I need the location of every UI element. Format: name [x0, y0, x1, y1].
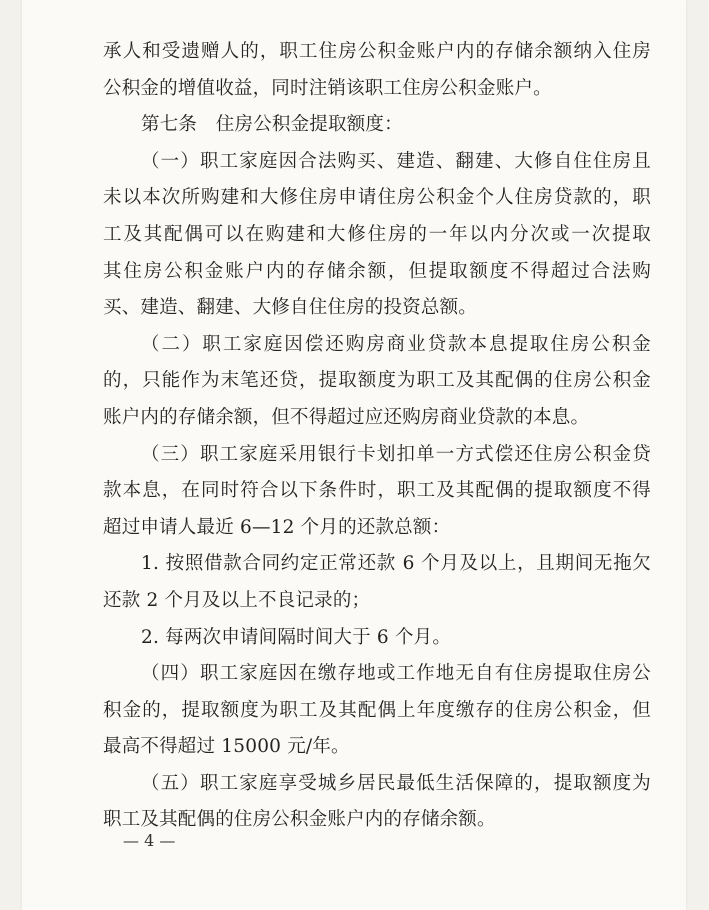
page-number: — 4 — [123, 831, 176, 850]
text-line-22: 职工及其配偶的住房公积金账户内的存储余额。 [103, 809, 496, 831]
text-line-2: 公积金的增值收益，同时注销该职工住房公积金账户。 [103, 77, 552, 99]
document-body [103, 34, 651, 839]
text-line-4: （一）职工家庭因合法购买、建造、翻建、大修自住住房且 [141, 150, 651, 172]
text-line-6: 工及其配偶可以在购建和大修住房的一年以内分次或一次提取 [103, 223, 651, 245]
text-line-17: 2. 每两次申请间隔时间大于 6 个月。 [141, 626, 452, 648]
text-line-18: （四）职工家庭因在缴存地或工作地无自有住房提取住房公 [141, 663, 651, 685]
text-line-12: （三）职工家庭采用银行卡划扣单一方式偿还住房公积金贷 [141, 443, 651, 465]
text-line-9: （二）职工家庭因偿还购房商业贷款本息提取住房公积金 [141, 333, 651, 355]
text-line-20: 最高不得超过 15000 元/年。 [103, 736, 350, 758]
text-line-1: 承人和受遗赠人的，职工住房公积金账户内的存储余额纳入住房 [103, 41, 651, 62]
text-line-19: 积金的，提取额度为职工及其配偶上年度缴存的住房公积金，但 [103, 699, 651, 721]
text-line-10: 的，只能作为末笔还贷，提取额度为职工及其配偶的住房公积金 [103, 370, 651, 392]
text-line-13: 款本息，在同时符合以下条件时，职工及其配偶的提取额度不得 [103, 480, 651, 502]
document-page [22, 0, 686, 910]
text-line-15: 1. 按照借款合同约定正常还款 6 个月及以上，且期间无拖欠 [141, 553, 651, 575]
article-heading: 第七条 住房公积金提取额度： [141, 114, 403, 136]
text-line-11: 账户内的存储余额，但不得超过应还购房商业贷款的本息。 [103, 406, 590, 428]
text-line-14: 超过申请人最近 6—12 个月的还款总额： [103, 516, 451, 538]
text-line-8: 买、建造、翻建、大修自住住房的投资总额。 [103, 297, 478, 319]
text-line-21: （五）职工家庭享受城乡居民最低生活保障的，提取额度为 [141, 772, 651, 794]
text-line-7: 其住房公积金账户内的存储余额，但提取额度不得超过合法购 [103, 260, 651, 282]
text-line-16: 还款 2 个月及以上不良记录的； [103, 589, 371, 611]
text-line-5: 未以本次所购建和大修住房申请住房公积金个人住房贷款的，职 [103, 187, 651, 209]
